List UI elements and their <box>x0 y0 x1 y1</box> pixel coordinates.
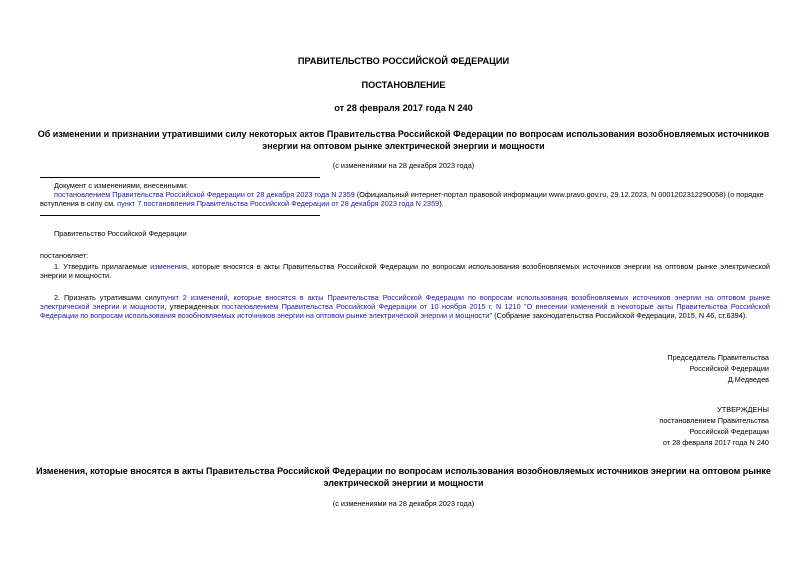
date-number-heading: от 28 февраля 2017 года N 240 <box>334 103 473 113</box>
changes-source-text: (Официальный интернет-портал правовой информации www.pravo.gov.ru, 29.12.2023, N 0001202312290058) (о порядке вступления в силу см. <box>40 190 764 209</box>
item-2-mid: , утвержденных <box>164 302 223 312</box>
changes-bottom-rule <box>40 215 320 216</box>
item-1 <box>40 262 770 280</box>
resolves-text: постановляет: <box>40 251 89 260</box>
issuer-text: Правительство Российской Федерации <box>54 229 187 238</box>
item-2 <box>40 293 770 320</box>
approved-block <box>469 405 769 447</box>
change-link-point7[interactable]: пункт 7 постановления Правительства Российской Федерации от 28 декабря 2023 года N 2359 <box>117 199 440 209</box>
signature-country: Российской Федерации <box>689 364 769 374</box>
signature-name: Д.Медведев <box>727 375 769 385</box>
annex-title: Изменения, которые вносятся в акты Правительства Российской Федерации по вопросам использования возобновляемых источников энергии на оптовом рынке электрической энергии и мощности <box>36 466 771 488</box>
item-1-prefix: 1. Утвердить прилагаемые <box>54 262 151 271</box>
issuer-paragraph <box>40 229 770 238</box>
changes-text <box>40 190 770 208</box>
document-title: Об изменении и признании утратившими силу некоторых актов Правительства Российской Федерации по вопросам использования возобновляемых источников энергии на оптовом рынке электрической энергии и мощности <box>37 129 770 151</box>
approved-by: постановлением Правительства <box>659 416 769 426</box>
point-2-link[interactable]: пункт 2 изменений, которые вносятся в акты Правительства Российской Федерации по вопросам использования возобновляемых источников энергии на оптовом рынке электрической энергии и мощности <box>40 293 770 312</box>
changes-end-text: ). <box>439 199 444 209</box>
change-link-2359[interactable]: постановлением Правительства Российской Федерации от 28 декабря 2023 года N 2359 <box>54 190 355 200</box>
changes-box <box>40 181 770 208</box>
approved-label: УТВЕРЖДЕНЫ <box>717 405 769 414</box>
item-1-text <box>40 262 770 280</box>
item-2-text <box>40 293 770 320</box>
item-2-prefix: 2. Признать утратившим силу <box>54 293 161 302</box>
item-2-suffix: (Собрание законодательства Российской Федерации, 2015, N 46, ст.6394). <box>492 311 748 321</box>
approved-date: от 28 февраля 2017 года N 240 <box>662 438 769 448</box>
changes-link[interactable]: изменения <box>150 262 187 271</box>
doc-type-heading: ПОСТАНОВЛЕНИЕ <box>361 80 446 90</box>
item-1-suffix: , которые вносятся в акты Правительства Российской Федерации по вопросам использования возобновляемых источников энергии на оптовом рынке электрической энергии и мощности. <box>40 262 770 281</box>
resolution-1210-link[interactable]: постановлением Правительства Российской Федерации от 10 ноября 2015 г. N 1210 "О внесении изменений в некоторые акты Правительства Российской Федерации по вопросам использования возобновляемых источников энергии на оптовом рынке электрической энергии и мощности" <box>40 302 770 321</box>
government-heading: ПРАВИТЕЛЬСТВО РОССИЙСКОЙ ФЕДЕРАЦИИ <box>297 56 510 66</box>
revision-note: (с изменениями на 28 декабря 2023 года) <box>332 161 475 170</box>
signature-position: Председатель Правительства <box>667 353 769 362</box>
annex-revision-note: (с изменениями на 28 декабря 2023 года) <box>332 499 475 508</box>
approved-country: Российской Федерации <box>689 427 769 437</box>
changes-top-rule <box>40 177 320 178</box>
signature-block <box>469 353 769 384</box>
changes-intro: Документ с изменениями, внесенными: <box>54 181 188 190</box>
resolves-paragraph <box>40 251 770 260</box>
